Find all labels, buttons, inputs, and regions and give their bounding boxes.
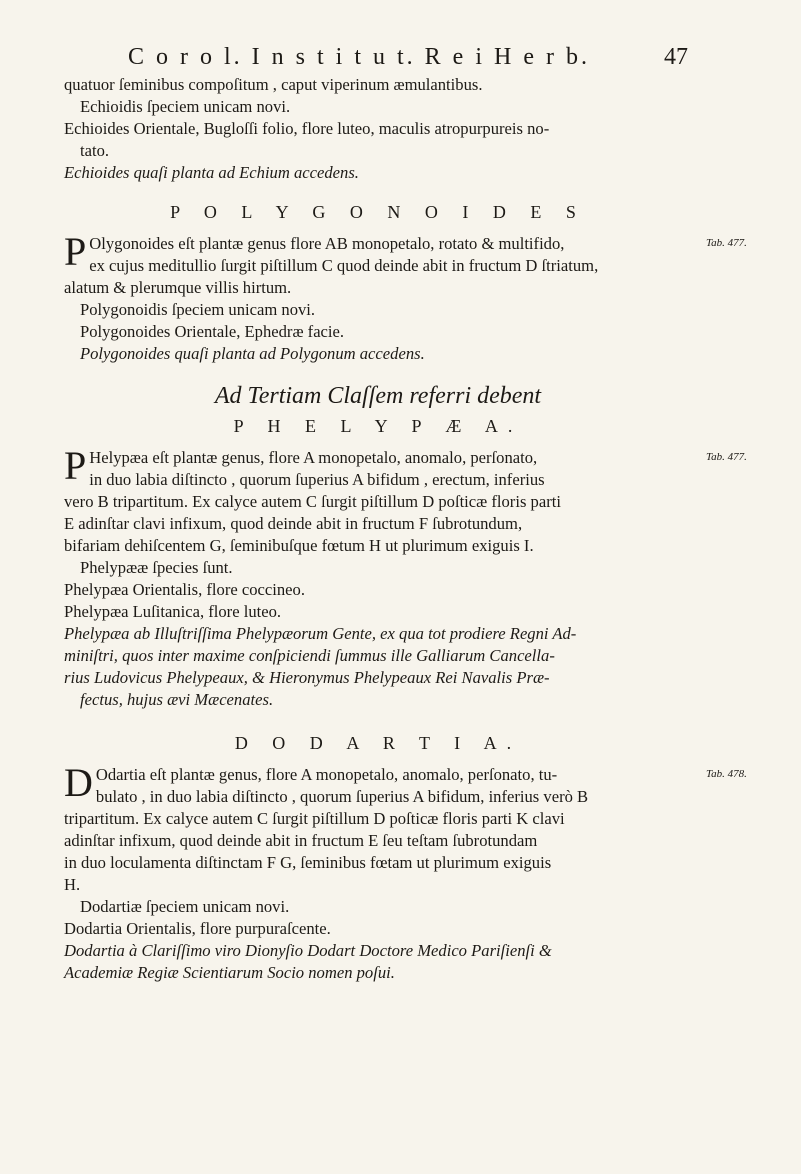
text-line: ex cujus meditullio ſurgit piſtillum C quod deinde abit in fructum D ſtriatum, <box>89 256 599 275</box>
text-line: Dodartiæ ſpeciem unicam novi. <box>80 897 290 916</box>
phelypaea-description <box>64 443 747 711</box>
drop-cap: P <box>64 229 87 274</box>
text-line: H. <box>64 875 81 894</box>
plate-reference: Tab. 477. <box>706 237 747 249</box>
text-line: vero B tripartitum. Ex calyce autem C ſurgit piſtillum D poſticæ floris parti <box>64 492 561 511</box>
text-line: Polygonoides Orientale, Ephedræ facie. <box>80 322 345 341</box>
echioides-section <box>64 74 692 184</box>
text-line: Helypæa eſt plantæ genus, flore A monopetalo, anomalo, perſonato, <box>89 448 538 467</box>
plate-reference: Tab. 477. <box>706 451 747 463</box>
drop-cap: D <box>64 760 93 805</box>
text-line: quatuor ſeminibus compoſitum , caput viperinum æmulantibus. <box>64 75 483 94</box>
text-line: in duo labia diſtincto , quorum ſuperius A bifidum , erectum, inferius <box>89 470 545 489</box>
text-line: Echioides Orientale, Bugloſſi folio, flore luteo, maculis atropurpureis no- <box>64 119 550 138</box>
etymology-line: Phelypæa ab Illuſtriſſima Phelypæorum Gente, ex qua tot prodiere Regni Ad- <box>64 624 577 643</box>
section-heading-dodartia: D O D A R T I A. <box>234 733 522 753</box>
text-line: Olygonoides eſt plantæ genus flore AB monopetalo, rotato & multifido, <box>89 234 565 253</box>
etymology-line: miniſtri, quos inter maxime conſpiciendi ſummus ille Galliarum Cancella- <box>64 646 555 665</box>
etymology-line: fectus, hujus ævi Mæcenates. <box>80 690 274 709</box>
plate-reference: Tab. 478. <box>706 768 747 780</box>
text-line: bulato , in duo labia diſtincto , quorum ſuperius A bifidum, inferius verò B <box>95 787 589 806</box>
drop-cap: P <box>64 443 87 488</box>
text-line: Polygonoidis ſpeciem unicam novi. <box>80 300 316 319</box>
etymology-line: Echioides quaſi planta ad Echium accedens. <box>64 163 359 182</box>
text-line: Odartia eſt plantæ genus, flore A monopetalo, anomalo, perſonato, tu- <box>95 765 558 784</box>
text-line: E adinſtar clavi infixum, quod deinde abit in fructum F ſubrotundum, <box>64 514 523 533</box>
text-line: Dodartia Orientalis, flore purpuraſcente. <box>64 919 331 938</box>
text-line: Phelypæa Orientalis, flore coccineo. <box>64 580 305 599</box>
running-title: C o r o l. I n s t i t u t. R e i H e r b. <box>128 44 590 70</box>
text-line: Echioidis ſpeciem unicam novi. <box>80 97 291 116</box>
section-heading-phelypaea: P H E L Y P Æ A. <box>233 416 523 436</box>
section-heading-polygonoides: P O L Y G O N O I D E S <box>170 202 586 222</box>
etymology-line: Polygonoides quaſi planta ad Polygonum accedens. <box>80 344 425 363</box>
class-heading: Ad Tertiam Claſſem referri debent <box>214 383 542 409</box>
text-line: tripartitum. Ex calyce autem C ſurgit piſtillum D poſticæ floris parti K clavi <box>64 809 565 828</box>
page-body <box>64 74 747 984</box>
text-line: Phelypææ ſpecies ſunt. <box>80 558 233 577</box>
etymology-line: rius Ludovicus Phelypeaux, & Hieronymus Phelypeaux Rei Navalis Præ- <box>64 668 550 687</box>
text-line: tato. <box>80 141 110 160</box>
text-line: bifariam dehiſcentem G, ſeminibuſque fœtum H ut plurimum exiguis I. <box>64 536 534 555</box>
text-line: in duo loculamenta diſtinctam F G, ſeminibus fœtam ut plurimum exiguis <box>64 853 552 872</box>
page-header <box>128 44 688 72</box>
etymology-line: Academiæ Regiæ Scientiarum Socio nomen poſui. <box>64 963 395 982</box>
text-line: alatum & plerumque villis hirtum. <box>64 278 292 297</box>
page-number: 47 <box>664 44 688 70</box>
text-line: Phelypæa Luſitanica, flore luteo. <box>64 602 282 621</box>
etymology-line: Dodartia à Clariſſimo viro Dionyſio Dodart Doctore Medico Pariſienſi & <box>64 941 552 960</box>
text-line: adinſtar infixum, quod deinde abit in fructum E ſeu teſtam ſubrotundam <box>64 831 538 850</box>
polygonoides-description <box>64 229 747 365</box>
dodartia-description <box>64 760 747 984</box>
